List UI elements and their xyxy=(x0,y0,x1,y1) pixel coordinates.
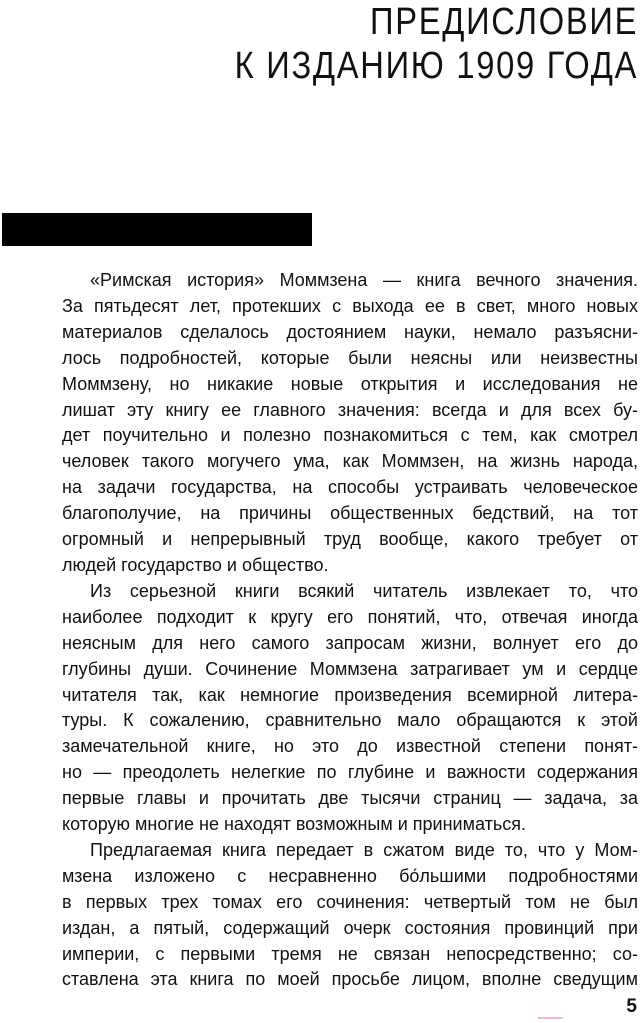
black-bar-decoration xyxy=(2,213,312,246)
text-line: первые главы и прочитать две тысячи страниц — задача, за xyxy=(62,788,638,809)
text-line: которую многие не находят возможным и приниматься. xyxy=(62,814,526,835)
text-line: дет поучительно и полезно познакомиться с тем, как смотрел xyxy=(62,425,638,446)
text-line: благополучие, на причины общественных бедствий, на тот xyxy=(62,503,638,524)
text-line: читателя так, как немногие произведения всемирной литера- xyxy=(62,684,638,705)
text-line: туры. К сожалению, сравнительно мало обращаются к этой xyxy=(62,710,638,731)
text-line: неясным для него самого запросам жизни, волнует его до xyxy=(62,632,638,653)
text-line: «Римская история» Моммзена — книга вечного значения. xyxy=(90,270,638,290)
text-line: Предлагаемая книга передает в сжатом виде то, что у Мом- xyxy=(90,839,638,860)
text-line: на задачи государства, на способы устраивать человеческое xyxy=(62,477,638,498)
text-line: замечательной книге, но это до известной степени понят- xyxy=(62,736,638,757)
page-number: 5 xyxy=(626,996,637,1017)
text-line: империи, с первыми тремя не связан непосредственно; со- xyxy=(62,943,638,964)
text-line: издан, а пятый, содержащий очерк состояния провинций при xyxy=(62,917,638,938)
text-line: лось подробностей, которые были неясны или неизвестны xyxy=(62,347,638,368)
text-line: лишат эту книгу ее главного значения: всегда и для всех бу- xyxy=(62,399,638,420)
text-line: но — преодолеть нелегкие по глубине и важности содержания xyxy=(62,762,638,783)
title-line-1: ПРЕДИСЛОВИЕ xyxy=(369,1,638,43)
text-line: За пятьдесят лет, протекших с выхода ее в свет, много новых xyxy=(62,295,638,316)
color-mark-decoration xyxy=(538,1017,563,1019)
text-line: человек такого могучего ума, как Моммзен, на жизнь народа, xyxy=(62,451,638,472)
text-line: глубины души. Сочинение Моммзена затрагивает ум и сердце xyxy=(62,658,638,679)
text-line: ставлена эта книга по моей просьбе лицом, вполне сведущим xyxy=(62,969,638,990)
text-line: Из серьезной книги всякий читатель извлекает то, что xyxy=(90,580,638,601)
text-line: мзена изложено с несравненно бо́льшими подробностями xyxy=(62,865,638,886)
text-line: Моммзену, но никакие новые открытия и исследования не xyxy=(62,373,638,394)
title-line-2: К ИЗДАНИЮ 1909 ГОДА xyxy=(234,45,638,87)
text-line: наиболее подходит к кругу его понятий, что, отвечая иногда xyxy=(62,606,638,627)
text-line: огромный и непрерывный труд вообще, какого требует от xyxy=(62,529,638,550)
text-line: материалов сделалось достоянием науки, немало разъясни- xyxy=(62,321,638,342)
body-text xyxy=(62,268,638,993)
text-line: людей государство и общество. xyxy=(62,554,329,575)
text-line: в первых трех томах его сочинения: четвертый том не был xyxy=(62,891,638,912)
page-title xyxy=(235,0,638,88)
